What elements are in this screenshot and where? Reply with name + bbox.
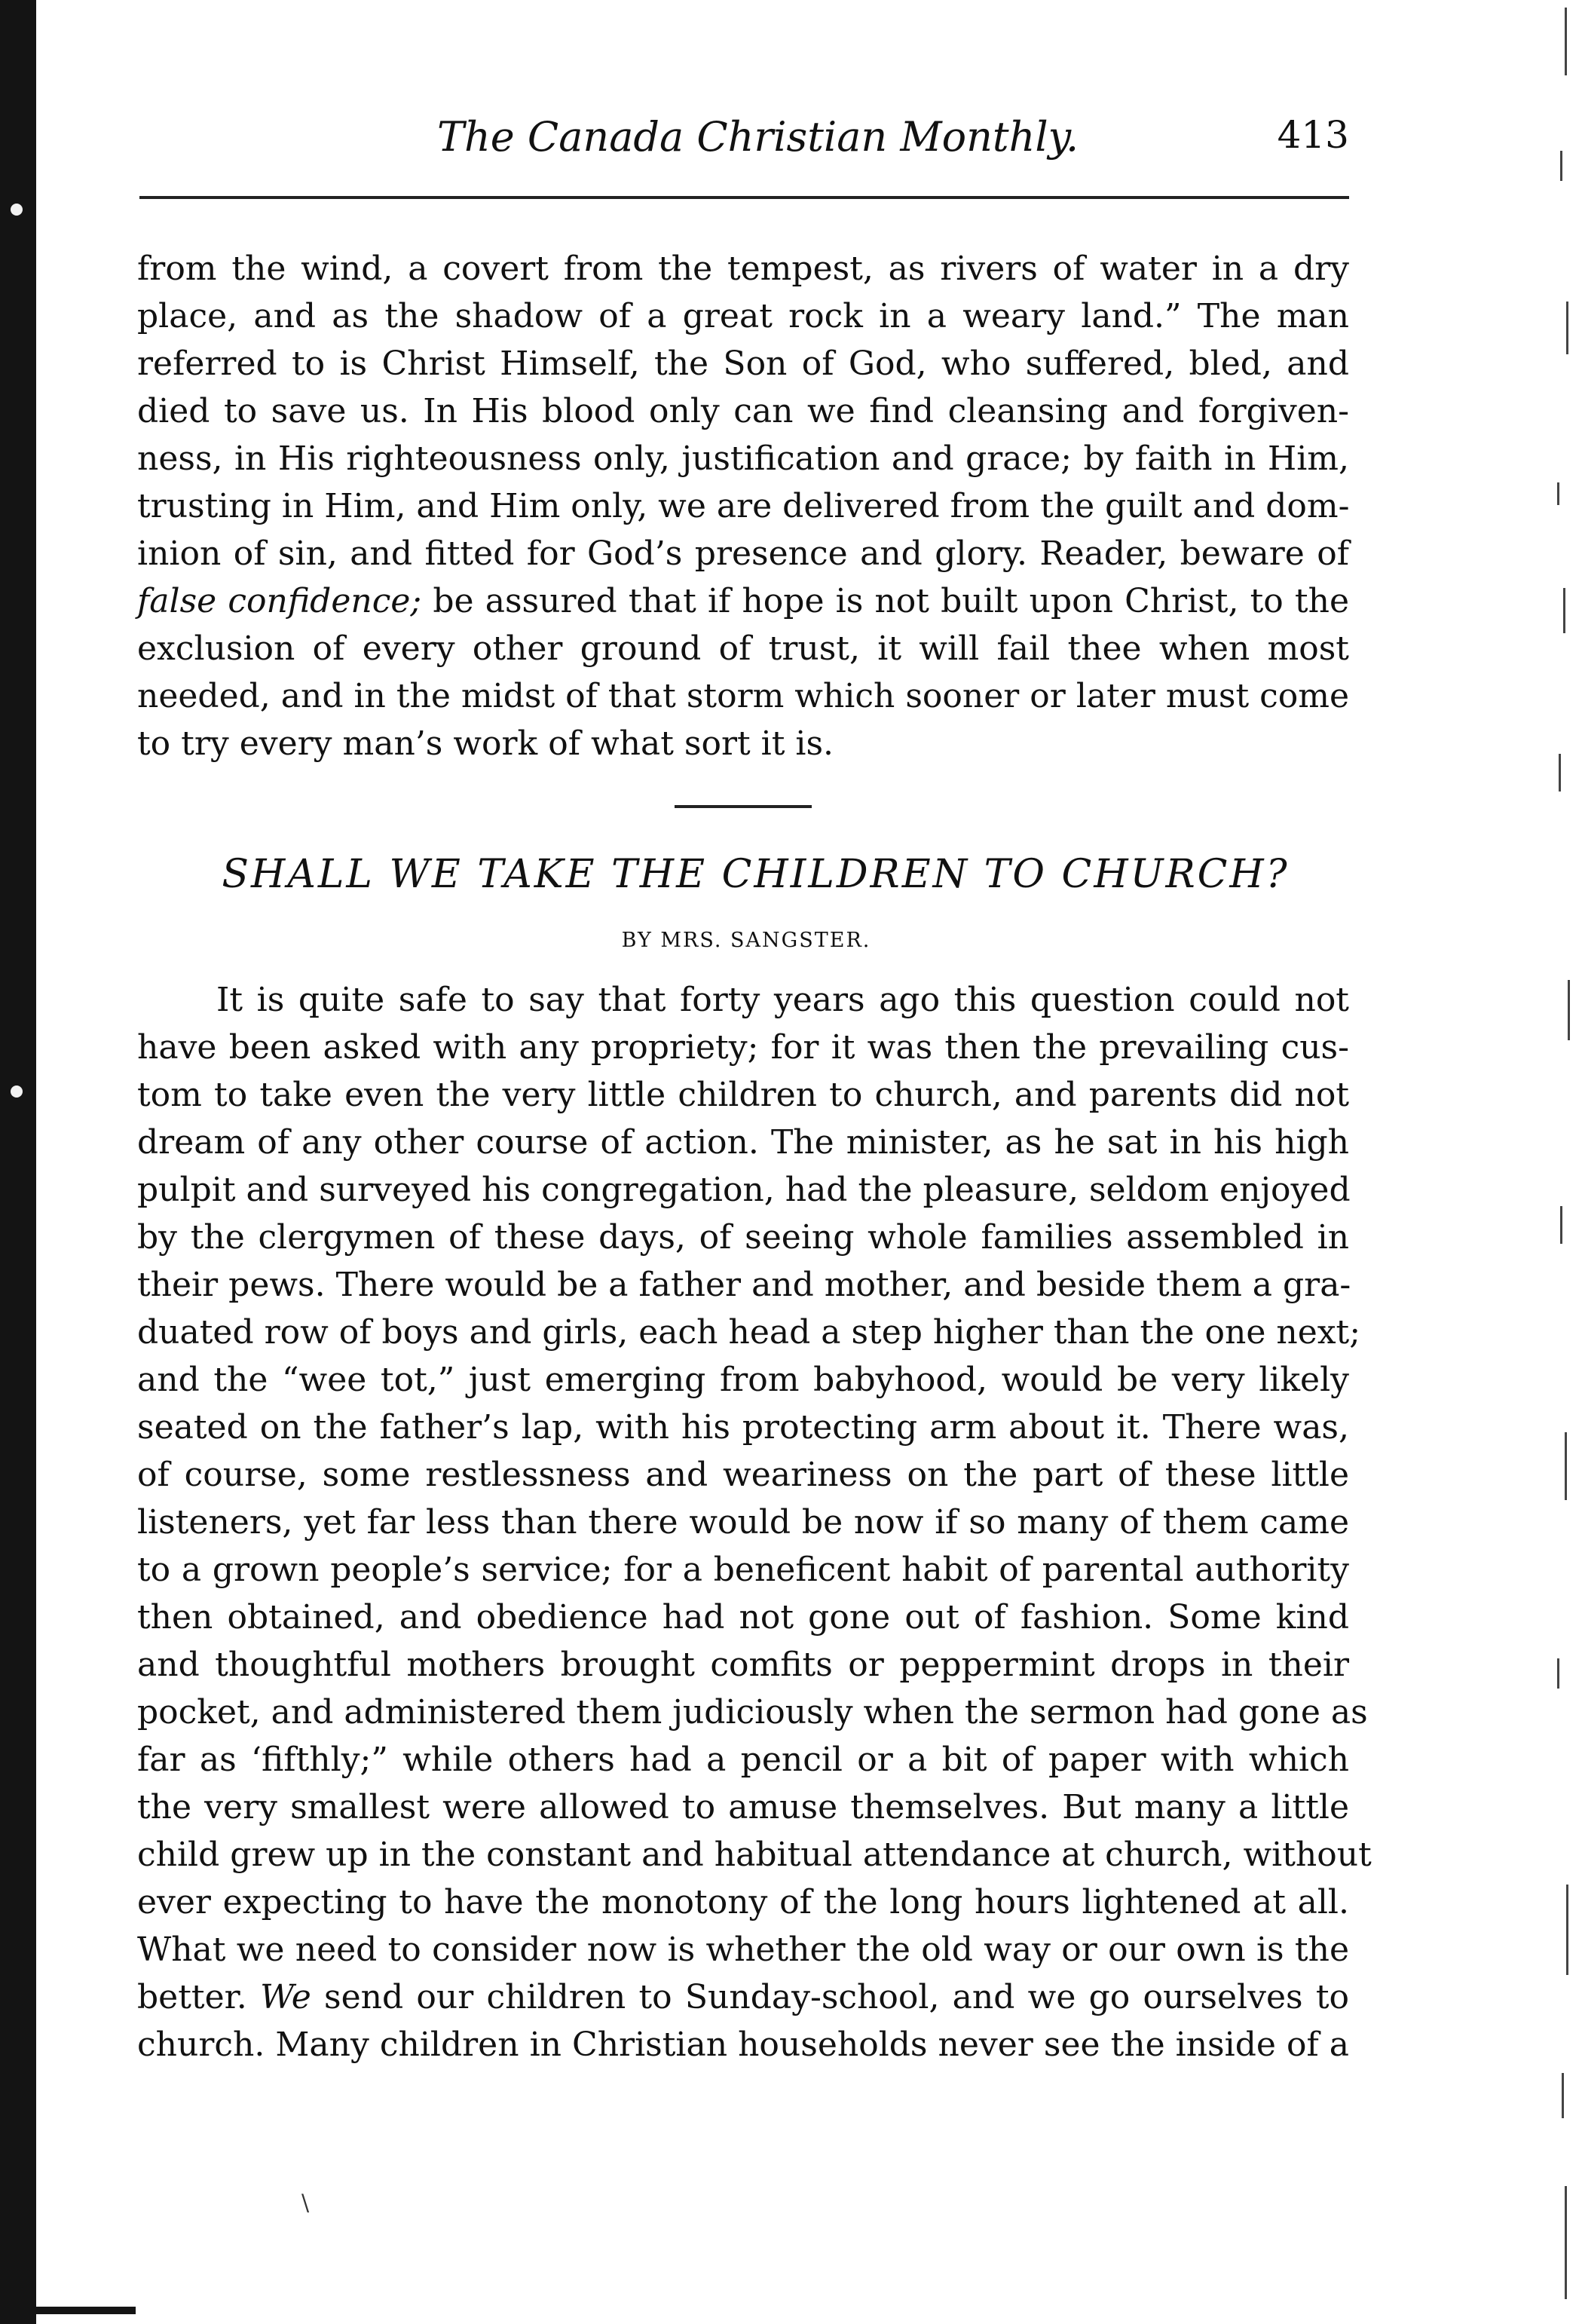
paragraph-1 [137,245,1349,767]
article-byline: BY MRS. SANGSTER. [621,929,871,952]
italic-word: We [260,1978,311,2016]
gutter-mark [11,204,23,216]
text-line: child grew up in the constant and habitual attendance at church, without [137,1836,1372,1874]
text-line: to a grown people’s service; for a beneficent habit of parental authority [137,1551,1349,1589]
header-rule [139,196,1349,199]
text-line-rest: send our children to Sunday-school, and we go ourselves to [324,1978,1349,2016]
text-line: to try every man’s work of what sort it is. [137,724,834,763]
paragraph-2 [137,976,1372,2068]
text-line: exclusion of every other ground of trust, it will fail thee when most [137,629,1349,668]
text-line: and the “wee tot,” just emerging from babyhood, would be very likely [137,1361,1349,1399]
text-line: pocket, and administered them judiciously when the sermon had gone as [137,1693,1368,1732]
running-header [437,113,1349,173]
text-line: by the clergymen of these days, of seeing whole families assembled in [137,1218,1349,1257]
text-line [137,577,1349,625]
text-line: place, and as the shadow of a great rock in a weary land.” The man [137,297,1349,335]
text-line: dream of any other course of action. The minister, as he sat in his high [137,1123,1349,1162]
text-line [137,1973,1349,2021]
text-line: referred to is Christ Himself, the Son of God, who suffered, bled, and [137,344,1349,383]
text-line: and thoughtful mothers brought comfits or peppermint drops in their [137,1646,1349,1684]
italic-phrase: false confidence; [137,582,422,620]
text-line: listeners, yet far less than there would be now if so many of them came [137,1503,1349,1542]
text-line: pulpit and surveyed his congregation, had the pleasure, seldom enjoyed [137,1171,1351,1209]
text-line: from the wind, a covert from the tempest, as rivers of water in a dry [137,250,1349,288]
binding-gutter [0,0,36,2324]
text-line-start: better. [137,1978,247,2016]
text-line: far as ‘fifthly;” while others had a pencil or a bit of paper with which [137,1741,1349,1779]
text-line: trusting in Him, and Him only, we are delivered from the guilt and dom- [137,487,1350,525]
text-line: of course, some restlessness and weariness on the part of these little [137,1456,1349,1494]
page-number: 413 [1277,113,1349,157]
text-line: their pews. There would be a father and mother, and beside them a gra- [137,1266,1351,1304]
text-line: tom to take even the very little children to church, and parents did not [137,1076,1349,1114]
article-title: SHALL WE TAKE THE CHILDREN TO CHURCH? [222,852,1290,897]
text-line: inion of sin, and fitted for God’s presence and glory. Reader, beware of [137,534,1349,573]
text-line: duated row of boys and girls, each head a step higher than the one next; [137,1313,1361,1352]
text-line: What we need to consider now is whether the old way or our own is the [137,1931,1349,1969]
text-line: the very smallest were allowed to amuse themselves. But many a little [137,1788,1349,1826]
text-line: then obtained, and obedience had not gone out of fashion. Some kind [137,1598,1349,1637]
binding-gutter-foot [30,2307,136,2314]
text-line-rest: be assured that if hope is not built upon Christ, to the [433,582,1349,620]
section-divider [675,805,812,808]
text-line: church. Many children in Christian households never see the inside of a [137,2025,1349,2064]
gutter-mark [11,1085,23,1098]
text-line: ever expecting to have the monotony of the long hours lightened at all. [137,1883,1349,1921]
text-line: It is quite safe to say that forty years ago this question could not [216,981,1349,1019]
text-line: died to save us. In His blood only can we find cleansing and forgiven- [137,392,1349,430]
text-line: ness, in His righteousness only, justification and grace; by faith in Him, [137,439,1349,478]
text-line: have been asked with any propriety; for it was then the prevailing cus- [137,1028,1349,1067]
text-line: seated on the father’s lap, with his protecting arm about it. There was, [137,1408,1349,1447]
stray-mark: \ [301,2190,310,2216]
text-line: needed, and in the midst of that storm which sooner or later must come [137,677,1350,715]
running-title: The Canada Christian Monthly. [437,113,1079,161]
page-edge-noise [1529,0,1582,2324]
